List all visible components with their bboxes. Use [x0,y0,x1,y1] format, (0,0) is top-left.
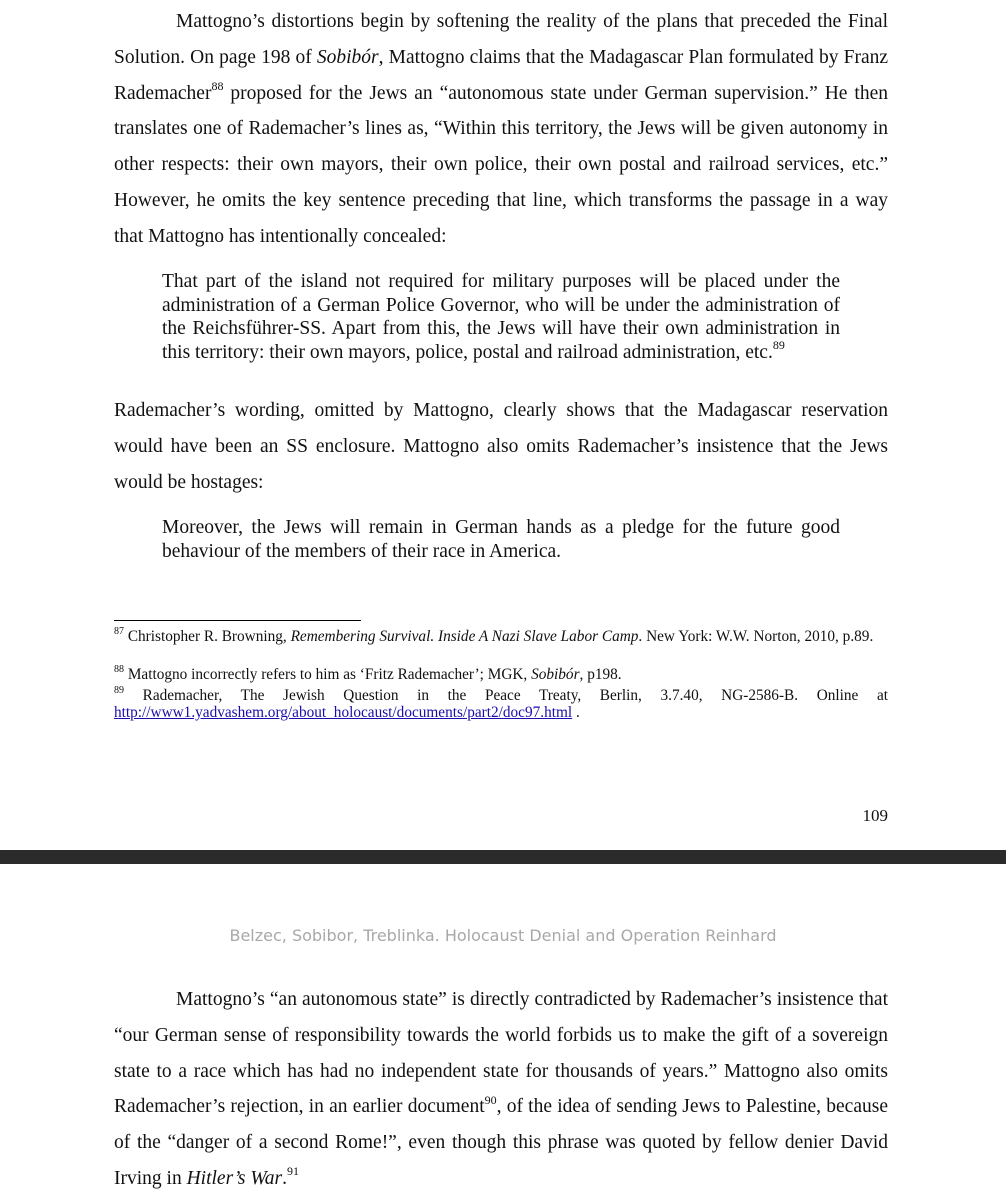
footnote-divider [114,620,361,621]
footnote-text: Mattogno incorrectly refers to him as ‘Fritz Rademacher’; MGK, [124,666,532,683]
body-paragraph [114,4,888,255]
block-quote [162,270,840,364]
page-number: 109 [862,806,888,825]
running-header: Belzec, Sobibor, Treblinka. Holocaust Denial and Operation Reinhard [229,926,777,945]
footnote-87 [114,625,888,645]
footnote-text: , p198. [579,666,622,683]
footnote-text: . [572,704,580,721]
source-link[interactable]: http://www1.yadvashem.org/about_holocaust/documents/part2/doc97.html [114,704,573,721]
footnote-number: 88 [114,663,124,675]
text-run: Mattogno’s “an autonomous state” is directly contradicted by Rademacher’s insistence that “our German sense of responsibility towards the world forbids us to make the gift of a sovereign state to a race which has had no independent state for thousands of years.” Mattogno also omits Rademacher’s rejection, in an earlier document [114,989,888,1118]
text-run: , of the idea of sending Jews to Palestine, because of the “danger of a second Rome!”, even though this phrase was quoted by fellow denier David Irving in [114,1096,888,1189]
quote-text: That part of the island not required for military purposes will be placed under the administration of a German Police Governor, who will be under the administration of the Reichsführer-SS. Apart from this, the Jews will have their own administration in this territory: their own mayors, police, postal and railroad administration, etc. [162,271,840,363]
italic-title: Hitler’s War [186,1167,283,1189]
footnote-text: Christopher R. Browning, [124,628,291,645]
footnote-italic: Sobibór [531,666,580,683]
page-separator [0,850,1006,864]
body-paragraph: Rademacher’s wording, omitted by Mattogno, clearly shows that the Madagascar reservation would have been an SS enclosure. Mattogno also omits Rademacher’s insistence that the Jews would be hostages: [114,400,888,493]
footnote-ref-88[interactable]: 88 [211,79,224,94]
block-quote: Moreover, the Jews will remain in German hands as a pledge for the future good behaviour of the members of their race in America. [162,517,840,562]
footnote-88 [114,663,888,683]
footnote-ref-90[interactable]: 90 [484,1092,497,1107]
footnote-number: 89 [114,684,124,696]
footnote-number: 87 [114,625,124,637]
footnote-ref-89[interactable]: 89 [772,338,785,353]
text-run: Mattogno’s distortions begin by softening the reality of the plans that preceded the Final Solution. On page 198 of [114,11,888,68]
footnote-text: Rademacher, The Jewish Question in the Peace Treaty, Berlin, 3.7.40, NG-2586-B. Online at [124,687,888,704]
body-paragraph [114,982,888,1197]
text-run: proposed for the Jews an “autonomous state under German supervision.” He then translates one of Rademacher’s lines as, “Within this territory, the Jews will be given autonomy in other respects: their own mayors, their own police, their own postal and railroad services, etc.” However, he omits the key sentence preceding that line, which transforms the passage in a way that Mattogno has intentionally concealed: [114,82,888,247]
italic-title: Sobibór [316,46,379,68]
footnote-89 [114,684,888,721]
text-run: . [282,1167,287,1189]
footnote-text: . New York: W.W. Norton, 2010, p.89. [638,628,874,645]
text-run: , Mattogno claims that the Madagascar Plan formulated by Franz Rademacher [114,46,888,104]
footnote-italic: Remembering Survival. Inside A Nazi Slave Labor Camp [290,628,639,645]
footnote-ref-91[interactable]: 91 [287,1164,299,1179]
